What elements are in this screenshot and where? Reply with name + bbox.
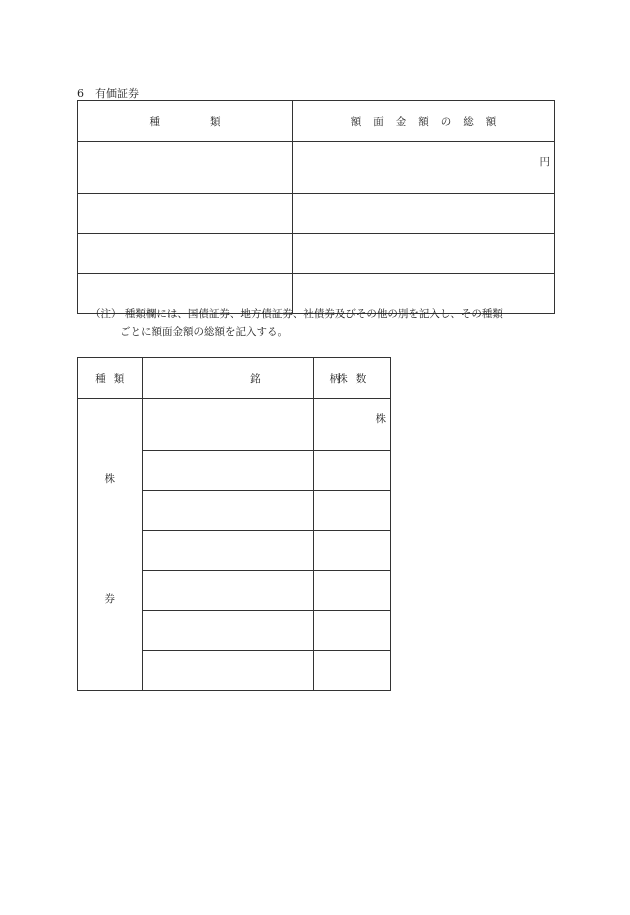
note-line1: 種類欄には、国債証券、地方債証券、社債券及びその他の別を記入し、その種類 <box>124 308 503 320</box>
shares-cell[interactable] <box>313 399 390 451</box>
kind-merged-cell <box>78 399 143 691</box>
brand-cell[interactable] <box>142 571 313 611</box>
shares-cell[interactable] <box>313 651 390 691</box>
unit-shares: 株 <box>375 413 386 425</box>
kind-label-b: 券 <box>104 593 116 605</box>
brand-cell[interactable] <box>142 611 313 651</box>
shares-cell[interactable] <box>313 451 390 491</box>
kind-cell[interactable] <box>78 142 293 194</box>
securities-table <box>77 100 555 314</box>
shares-cell[interactable] <box>313 491 390 531</box>
shares-cell[interactable] <box>313 531 390 571</box>
section-title: 6 有価証券 <box>77 87 139 100</box>
note-line2: ごとに額面金額の総額を記入する。 <box>120 326 288 338</box>
stocks-table <box>77 357 391 691</box>
kind-cell[interactable] <box>78 234 293 274</box>
table-row <box>78 234 555 274</box>
brand-cell[interactable] <box>142 491 313 531</box>
unit-yen: 円 <box>539 156 550 168</box>
table-row <box>78 399 391 451</box>
table-row <box>78 142 555 194</box>
header-brand: 銘 柄 <box>142 358 313 399</box>
amount-cell[interactable] <box>293 194 555 234</box>
note <box>90 305 560 341</box>
header-face-amount: 額面金額の総額 <box>293 101 555 142</box>
shares-cell[interactable] <box>313 571 390 611</box>
note-label: （注） <box>90 308 122 320</box>
table-row <box>78 194 555 234</box>
header-kind: 種類 <box>78 358 143 399</box>
brand-cell[interactable] <box>142 651 313 691</box>
shares-cell[interactable] <box>313 611 390 651</box>
header-shares: 株数 <box>313 358 390 399</box>
kind-cell[interactable] <box>78 194 293 234</box>
amount-cell[interactable] <box>293 234 555 274</box>
header-kind: 種類 <box>78 101 293 142</box>
brand-cell[interactable] <box>142 399 313 451</box>
amount-cell[interactable] <box>293 142 555 194</box>
brand-cell[interactable] <box>142 531 313 571</box>
brand-cell[interactable] <box>142 451 313 491</box>
kind-label-a: 株 <box>104 473 116 485</box>
